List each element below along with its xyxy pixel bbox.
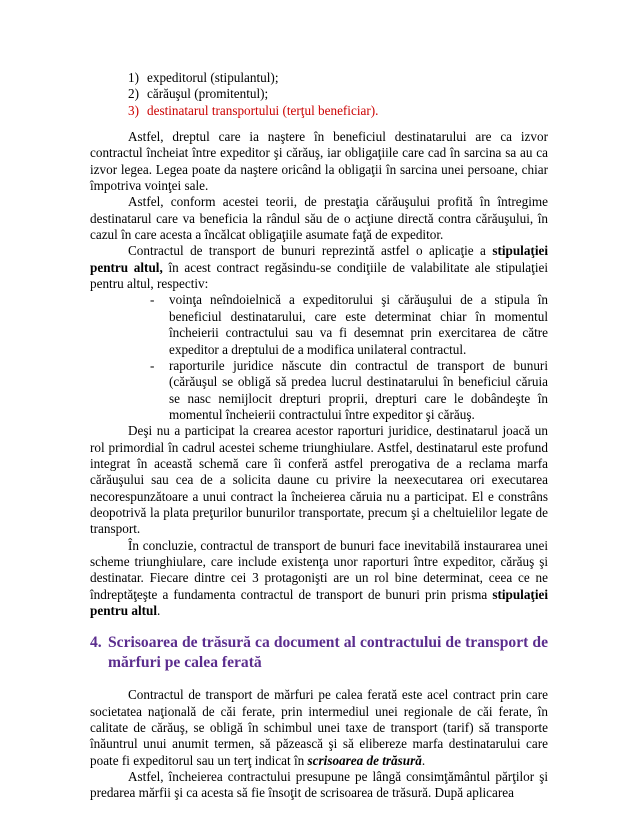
list-item [90, 103, 548, 119]
paragraph-text: În concluzie, contractul de transport de bunuri face inevitabilă instaurarea unei scheme triunghiulare, care include existenţa unor raporturi între expeditor, cărăuş şi destinatar. Fiecare dintre cei 3 protagonişti are un rol bine determinat, ceea ce ne îndreptăţeşte a fundamenta contractul de transport de bunuri prin prisma [90, 537, 548, 602]
bold-term: stipulaţiei pentru altul, [90, 243, 548, 275]
section-number: 4. [90, 634, 102, 652]
paragraph: Astfel, conform acestei teorii, de prestaţia cărăuşului profită în întregime destinatarul care va beneficia la rândul său de o acţiune directă contra cărăuşului, în cazul în care acesta a încălcat obligaţiile asumate faţă de expeditor. [90, 194, 548, 243]
list-item [90, 86, 548, 102]
list-item [90, 70, 548, 86]
list-text: cărăuşul (promitentul); [147, 86, 269, 102]
list-text: voinţa neîndoielnică a expeditorului şi cărăuşului de a stipula în beneficiul destinatarului, care este determinat chiar în momentul încheierii contractului sau va fi desemnat prin exercitarea de către expeditor a dreptului de a modifica unilateral contractul. [169, 292, 548, 357]
bold-italic-term: scrisoarea de trăsură [307, 752, 422, 768]
section-heading [90, 633, 548, 673]
paragraph-text: Contractul de transport de mărfuri pe calea ferată este acel contract prin care societatea naţională de căi ferate, prin intermediul unei regionale de căi ferate, în calitate de cărăuş, se obligă în schimbul unei taxe de transport (tarif) să transporte înăuntrul unui anumit termen, să păzească şi să elibereze marfa destinatarului care poate fi expeditorul sau un terţ indicat în [90, 687, 548, 768]
list-number: 3) [128, 102, 139, 118]
list-item [90, 292, 548, 357]
list-item [90, 358, 548, 423]
conditions-list [90, 292, 548, 423]
document-page [90, 70, 548, 802]
paragraph: Deşi nu a participat la crearea acestor raporturi juridice, destinatarul joacă un rol primordial în cadrul acestei scheme triunghiulare. Astfel, destinatarul este profund integrat în această schemă care îi conferă astfel prerogativa de a reclama marfa cărăuşului sau cea de a solicita daune cu privire la neexecutarea ori executarea necorespunzătoare a unui contract la încheierea căruia nu a participat. El e constrâns deopotrivă la plata preţurilor bunurilor transportate, precum şi a cheltuielilor legate de transport. [90, 423, 548, 537]
paragraph-text: Contractul de transport de bunuri reprezintă astfel o aplicaţie a [128, 243, 493, 259]
paragraph: Astfel, dreptul care ia naştere în beneficiul destinatarului are ca izvor contractul încheiat între expeditor şi cărăuş, iar obligaţiile care cad în sarcina sa au ca izvor legea. Legea poate da naştere oricând la obligaţii în sarcina unei persoane, chiar împotriva voinţei sale. [90, 129, 548, 194]
paragraph-text: . [157, 603, 161, 618]
paragraph [90, 687, 548, 769]
paragraph: Astfel, încheierea contractului presupune pe lângă consimţământul părţilor şi predarea mărfii şi ca acesta să fie însoţit de scrisoarea de trăsură. După aplicarea [90, 769, 548, 801]
paragraph [90, 538, 548, 620]
list-number: 1) [128, 70, 139, 85]
section-title: Scrisoarea de trăsură ca document al contractului de transport de mărfuri pe calea ferată [108, 634, 548, 672]
paragraph-text: în acest contract regăsindu-se condiţiile de valabilitate ale stipulaţiei pentru altul, respectiv: [90, 259, 548, 292]
list-text-highlighted: destinatarul transportului (terţul beneficiar). [147, 102, 379, 118]
paragraph-text: . [421, 752, 426, 768]
dash-bullet: - [150, 357, 155, 373]
list-text: expeditorul (stipulantul); [147, 70, 279, 85]
bold-term: stipulaţiei pentru altul [90, 586, 548, 618]
dash-bullet: - [150, 292, 155, 308]
parties-list [90, 70, 548, 119]
paragraph [90, 243, 548, 292]
list-number: 2) [128, 86, 139, 102]
list-text: raporturile juridice născute din contractul de transport de bunuri (cărăuşul se obligă să predea lucrul destinatarului în beneficiul căruia se nasc nemijlocit drepturi proprii, drepturi care le dobândeşte în momentul încheierii contractului între expeditor şi cărăuş. [169, 357, 548, 422]
